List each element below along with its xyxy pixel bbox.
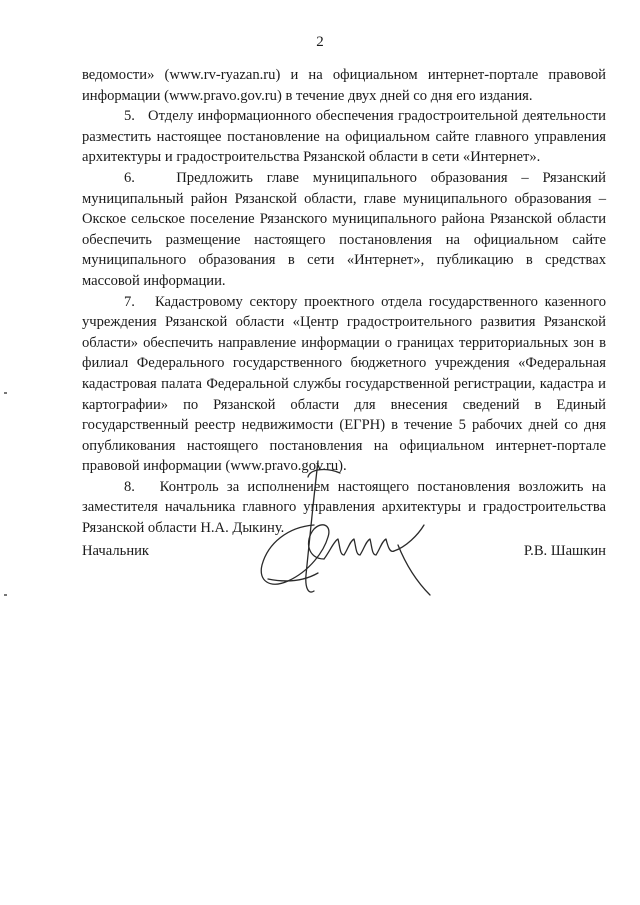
paragraph-item-6: 6. Предложить главе муниципального образования – Рязанский муниципальный район Рязанской области, главе муниципального образования – Окское сельское поселение Рязанского муниципального района Рязанской области обеспечить размещение настоящего постановления на официальном сайте муниципального образования в сети «Интернет», публикацию в средствах массовой информации. bbox=[82, 169, 606, 289]
paragraph-item-8: 8. Контроль за исполнением настоящего постановления возложить на заместителя начальника главного управления архитектуры и градостроительства Рязанской области Н.А. Дыкину. bbox=[82, 478, 606, 537]
page-number: 2 bbox=[316, 34, 324, 50]
paragraph-continuation: ведомости» (www.rv-ryazan.ru) и на официальном интернет-портале правовой информации (www.pravo.gov.ru) в течение двух дней со дня его издания. bbox=[82, 67, 606, 104]
signer-title: Начальник bbox=[82, 543, 150, 559]
margin-mark bbox=[4, 392, 7, 394]
margin-mark bbox=[4, 594, 7, 596]
paragraph-item-5: 5. Отделу информационного обеспечения градостроительной деятельности разместить настоящее постановление на официальном сайте главного управления архитектуры и градостроительства Рязанской области в сети «Интернет». bbox=[82, 108, 606, 166]
paragraph-item-7: 7. Кадастровому сектору проектного отдела государственного казенного учреждения Рязанской области «Центр градостроительного развития Рязанской области» обеспечить направление информации о границах территориальных зон в филиал Федерального государственного бюджетного учреждения «Федеральная кадастровая палата Федеральной службы государственной регистрации, кадастра и картографии» по Рязанской области для внесения сведений в Единый государственный реестр недвижимости (ЕГРН) в течение 5 рабочих дней со дня опубликования настоящего постановления на официальном интернет-портале правовой информации (www.pravo.gov.ru). bbox=[82, 293, 606, 475]
signer-name: Р.В. Шашкин bbox=[523, 543, 606, 559]
handwritten-signature bbox=[248, 455, 448, 615]
